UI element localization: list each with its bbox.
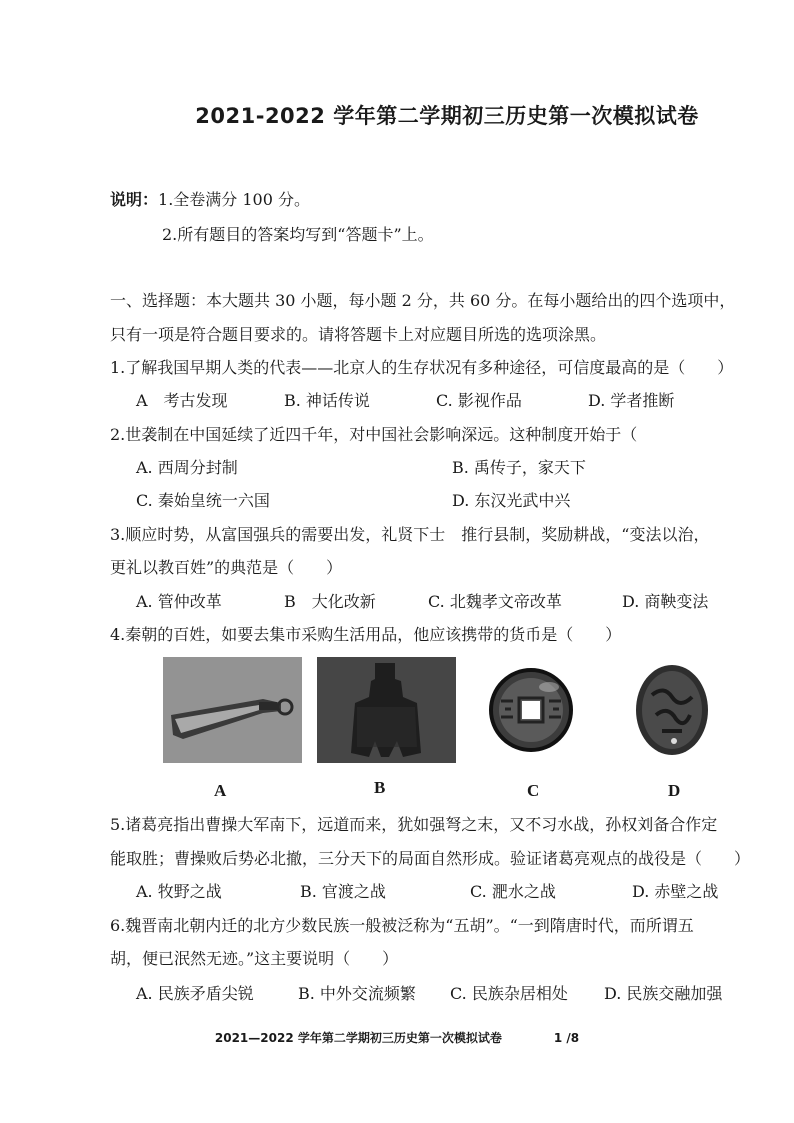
coin-label-d: D xyxy=(668,781,681,800)
question-1-option-c[interactable]: C. 影视作品 xyxy=(436,391,522,410)
question-2-option-a[interactable]: A. 西周分封制 xyxy=(136,458,238,477)
question-5-option-c[interactable]: C. 淝水之战 xyxy=(470,882,556,901)
question-2-option-d[interactable]: D. 东汉光武中兴 xyxy=(452,491,571,510)
question-3-stem-line-1: 3.顺应时势，从富国强兵的需要出发，礼贤下士 推行县制，奖励耕战，“变法以治， xyxy=(110,525,710,544)
section-heading-line-2: 只有一项是符合题目要求的。请将答题卡上对应题目所选的选项涂黑。 xyxy=(110,325,607,344)
question-3-option-a[interactable]: A. 管仲改革 xyxy=(136,592,222,611)
question-3-stem-line-2: 更礼以教百姓”的典范是（ ） xyxy=(110,558,343,577)
question-5-option-a[interactable]: A. 牧野之战 xyxy=(136,882,222,901)
notes-label-text: 说明： xyxy=(110,190,159,209)
question-5-option-d[interactable]: D. 赤壁之战 xyxy=(632,882,719,901)
question-3-option-b[interactable]: B 大化改新 xyxy=(284,592,376,611)
coin-label-b: B xyxy=(374,778,386,797)
section-heading-line-1: 一、选择题：本大题共 30 小题，每小题 2 分，共 60 分。在每小题给出的四个选项中， xyxy=(110,291,736,310)
question-3-option-d[interactable]: D. 商鞅变法 xyxy=(622,592,709,611)
question-5-stem-line-1: 5.诸葛亮指出曹操大军南下，远道而来，犹如强弩之末，又不习水战，孙权刘备合作定 xyxy=(110,815,718,834)
question-2-option-c[interactable]: C. 秦始皇统一六国 xyxy=(136,491,270,510)
question-6-option-a[interactable]: A. 民族矛盾尖锐 xyxy=(136,984,254,1003)
coin-label-c: C xyxy=(527,781,540,800)
page-footer xyxy=(0,1029,794,1046)
question-6-stem-line-1: 6.魏晋南北朝内迁的北方少数民族一般被泛称为“五胡”。“一到隋唐时代，而所谓五 xyxy=(110,916,694,935)
page-title: 2021-2022 学年第二学期初三历史第一次模拟试卷 xyxy=(195,104,699,128)
footer-title: 2021—2022 学年第二学期初三历史第一次模拟试卷 xyxy=(214,1031,502,1045)
question-6-option-c[interactable]: C. 民族杂居相处 xyxy=(450,984,568,1003)
question-2-option-b[interactable]: B. 禹传子，家天下 xyxy=(452,458,586,477)
coin-image-c[interactable] xyxy=(471,657,610,763)
spade-coin-icon xyxy=(317,657,456,763)
notes-label xyxy=(110,189,310,211)
question-3-option-c[interactable]: C. 北魏孝文帝改革 xyxy=(428,592,562,611)
coin-image-a[interactable] xyxy=(163,657,302,763)
question-1-option-d[interactable]: D. 学者推断 xyxy=(588,391,675,410)
coin-label-a: A xyxy=(214,781,227,800)
coin-image-d[interactable] xyxy=(626,657,736,763)
page-number: 1 /8 xyxy=(553,1031,580,1045)
question-6-option-d[interactable]: D. 民族交融加强 xyxy=(604,984,723,1003)
ant-nose-coin-icon xyxy=(626,657,736,763)
question-6-option-b[interactable]: B. 中外交流频繁 xyxy=(298,984,416,1003)
knife-coin-icon xyxy=(163,657,302,763)
notes-line-2: 2.所有题目的答案均写到“答题卡”上。 xyxy=(162,225,434,244)
question-4-stem: 4.秦朝的百姓，如要去集市采购生活用品，他应该携带的货币是（ ） xyxy=(110,625,622,644)
question-1-stem: 1.了解我国早期人类的代表——北京人的生存状况有多种途径，可信度最高的是（ ） xyxy=(110,358,734,377)
question-5-option-b[interactable]: B. 官渡之战 xyxy=(300,882,386,901)
question-5-stem-line-2: 能取胜；曹操败后势必北撤，三分天下的局面自然形成。验证诸葛亮观点的战役是（ ） xyxy=(110,849,751,868)
question-1-option-a[interactable]: A 考古发现 xyxy=(136,391,228,410)
ban-liang-coin-icon xyxy=(471,657,610,763)
coin-image-b[interactable] xyxy=(317,657,456,763)
notes-line-1: 1.全卷满分 100 分。 xyxy=(158,190,310,209)
question-6-stem-line-2: 胡，便已泯然无迹。”这主要说明（ ） xyxy=(110,949,399,968)
question-2-stem: 2.世袭制在中国延续了近四千年，对中国社会影响深远。这种制度开始于（ xyxy=(110,425,638,444)
question-1-option-b[interactable]: B. 神话传说 xyxy=(284,391,370,410)
